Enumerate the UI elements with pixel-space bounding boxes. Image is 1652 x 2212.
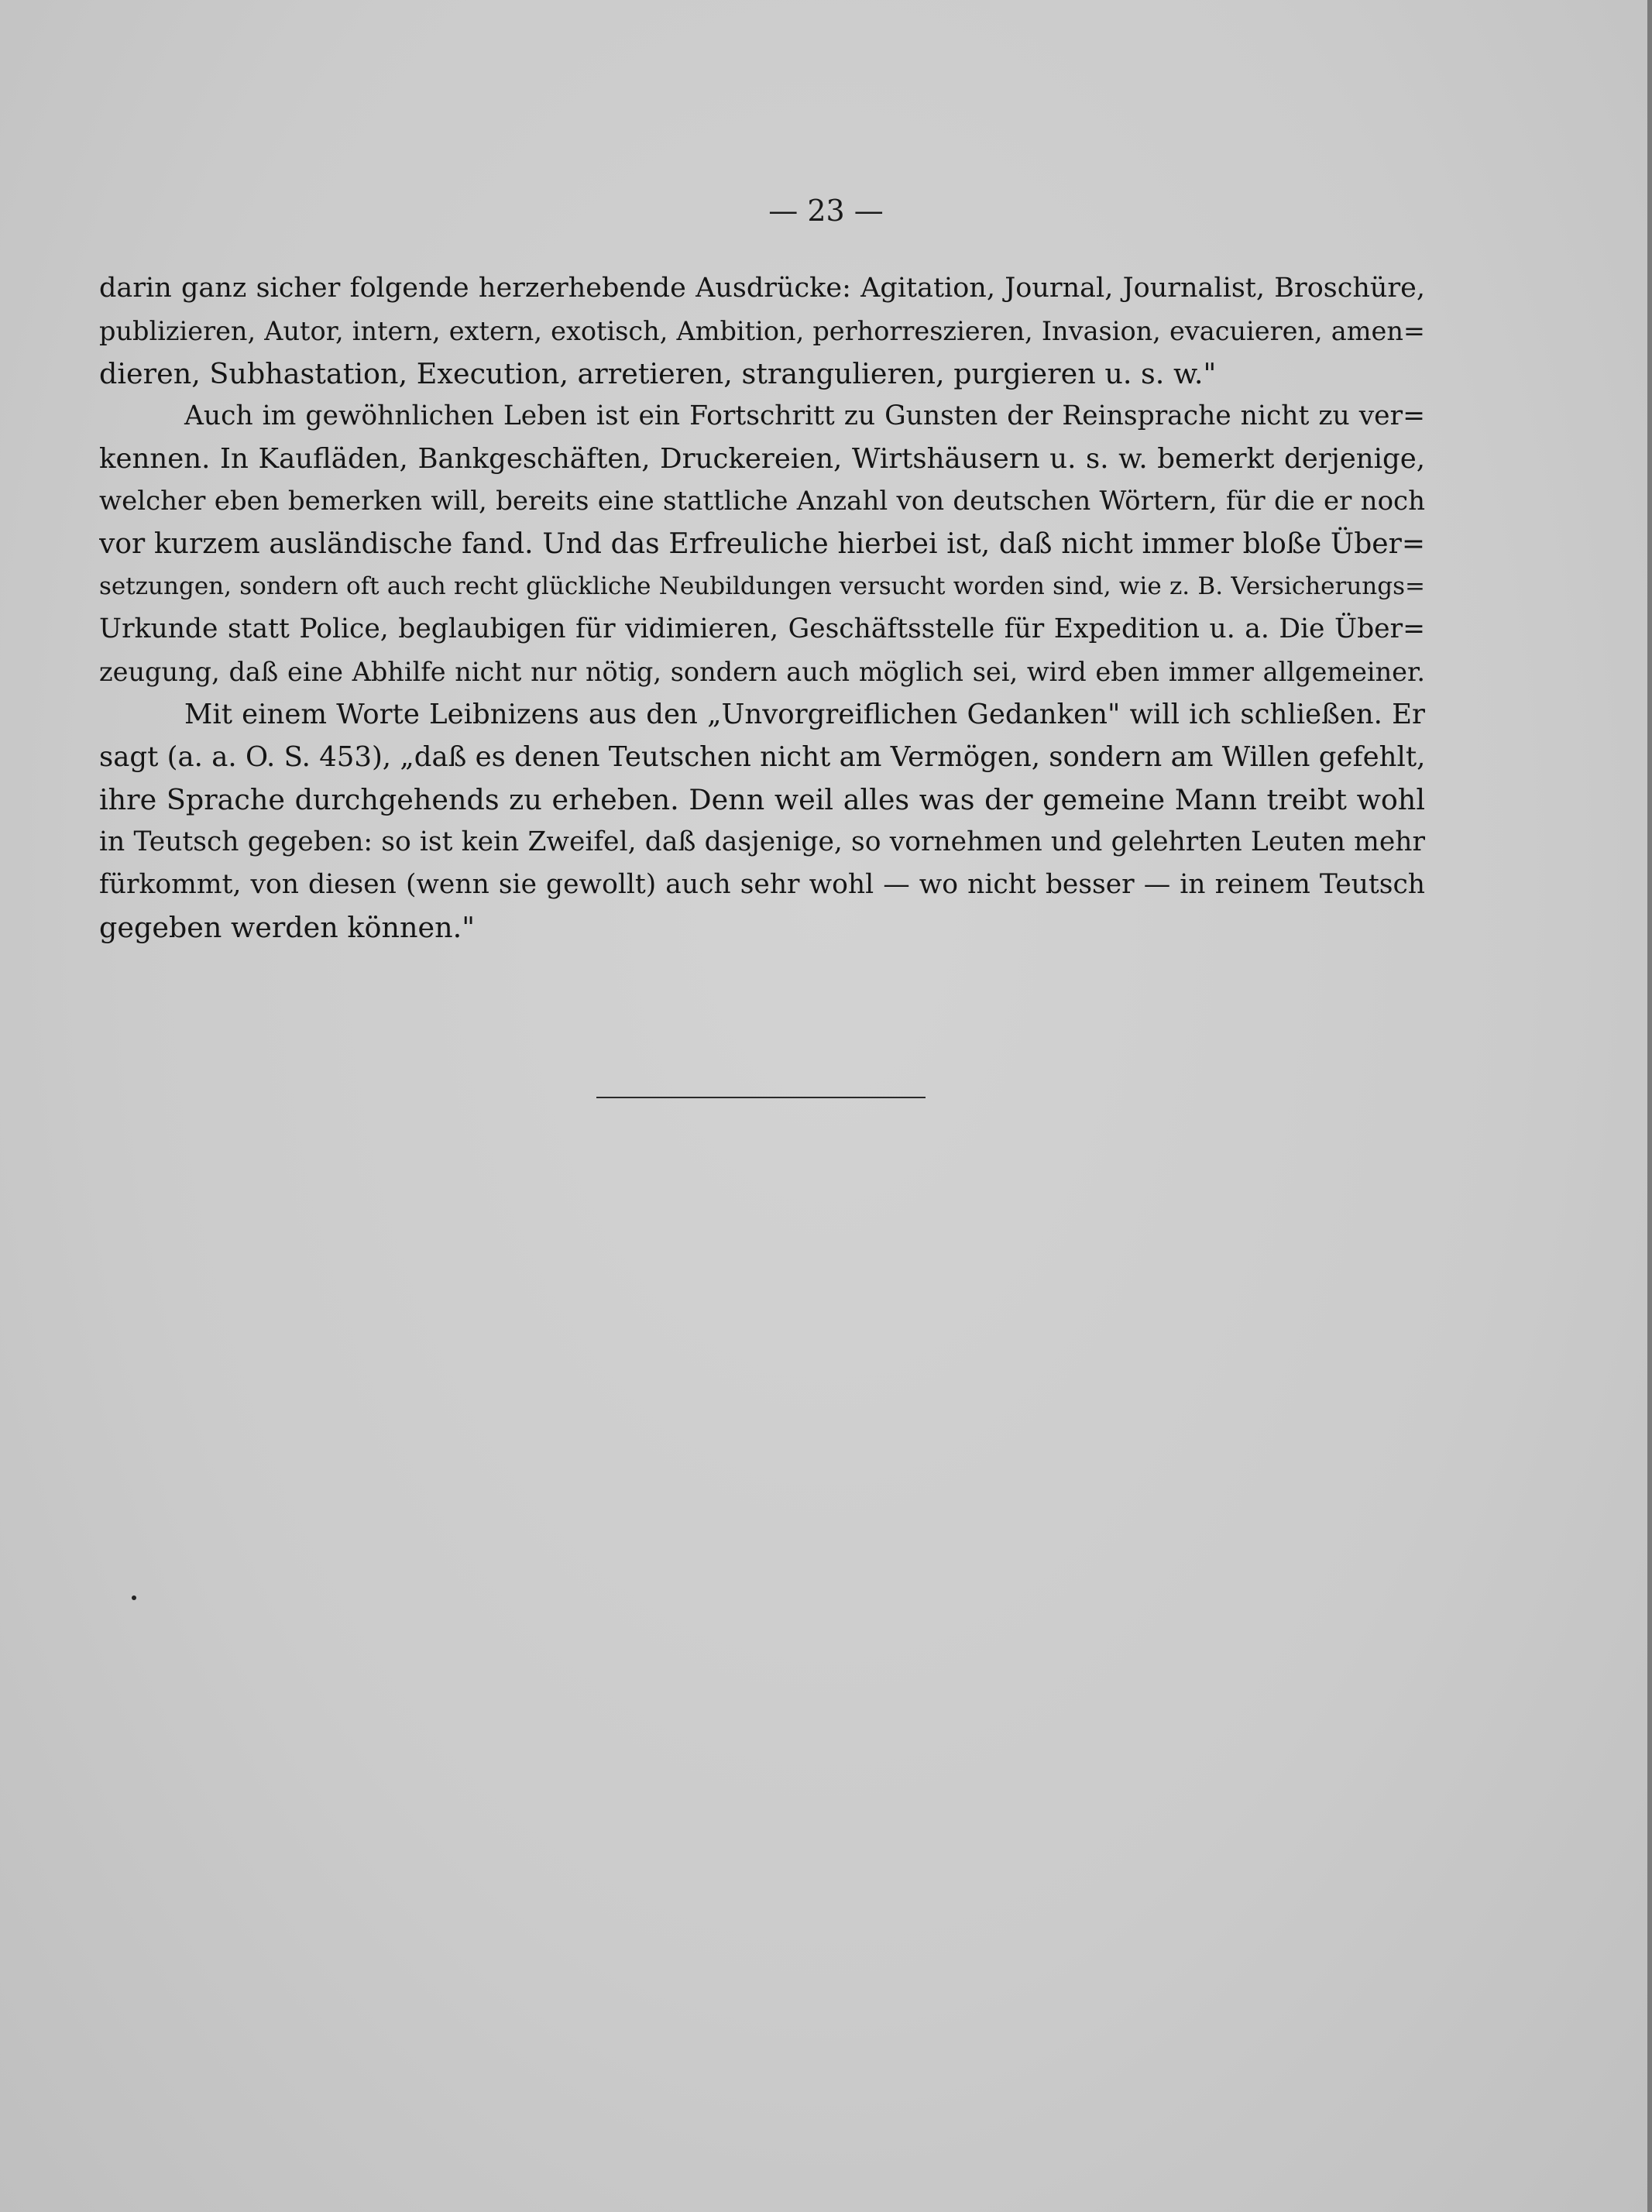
text-line: fürkommt, von diesen (wenn sie gewollt) auch sehr wohl — wo nicht besser — in reinem Teutsch [99,869,1425,900]
section-divider-rule [596,1097,926,1098]
text-line: gegeben werden können." [99,911,475,944]
text-line: in Teutsch gegeben: so ist kein Zweifel, daß dasjenige, so vornehmen und gelehrten Leuten mehr [99,826,1425,857]
text-line: dieren, Subhastation, Execution, arretieren, strangulieren, purgieren u. s. w." [99,357,1217,390]
text-line: Mit einem Worte Leibnizens aus den „Unvorgreiflichen Gedanken" will ich schließen. Er [184,699,1425,730]
text-line: darin ganz sicher folgende herzerhebende Ausdrücke: Agitation, Journal, Journalist, Broschüre, [99,273,1425,304]
text-line: vor kurzem ausländische fand. Und das Erfreuliche hierbei ist, daß nicht immer bloße Über= [99,528,1425,560]
page-edge-shadow [1647,0,1652,2212]
body-text [99,267,1425,949]
text-line: zeugung, daß eine Abhilfe nicht nur nötig, sondern auch möglich sei, wird eben immer allgemeiner. [99,657,1425,687]
text-line: ihre Sprache durchgehends zu erheben. Denn weil alles was der gemeine Mann treibt wohl [99,783,1425,816]
text-line: welcher eben bemerken will, bereits eine stattliche Anzahl von deutschen Wörtern, für die er noch [99,486,1425,517]
text-line: setzungen, sondern oft auch recht glückliche Neubildungen versucht worden sind, wie z. B. Versicherungs= [99,572,1425,600]
text-line: Auch im gewöhnlichen Leben ist ein Fortschritt zu Gunsten der Reinsprache nicht zu ver= [184,400,1425,431]
page-number: — 23 — [768,194,884,228]
text-line: kennen. In Kaufläden, Bankgeschäften, Druckereien, Wirtshäusern u. s. w. bemerkt derjenige, [99,443,1425,475]
text-line: sagt (a. a. O. S. 453), „daß es denen Teutschen nicht am Vermögen, sondern am Willen gefehlt, [99,741,1425,773]
text-line: Urkunde statt Police, beglaubigen für vidimieren, Geschäftsstelle für Expedition u. a. Die Über= [99,613,1425,644]
ink-speck [132,1595,136,1600]
text-line: publizieren, Autor, intern, extern, exotisch, Ambition, perhorreszieren, Invasion, evacuieren, amen= [99,316,1425,346]
